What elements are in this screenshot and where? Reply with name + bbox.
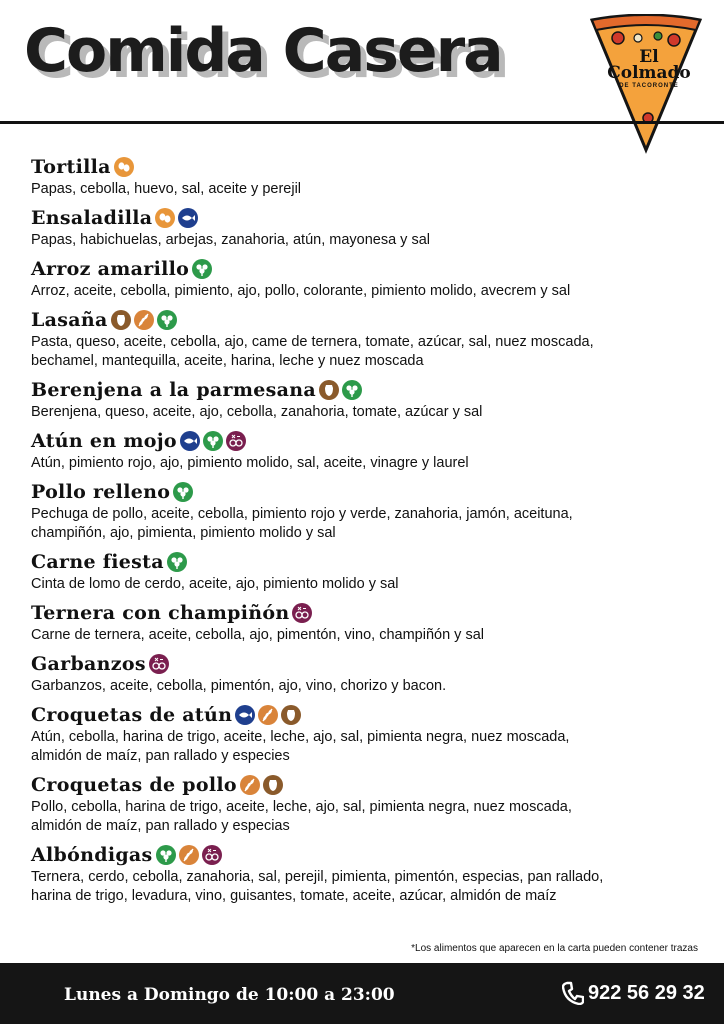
opening-hours: Lunes a Domingo de 10:00 a 23:00	[64, 985, 395, 1005]
gluten-allergen-icon	[258, 705, 278, 725]
header-divider	[0, 121, 724, 124]
menu-item-header	[31, 427, 701, 454]
menu-item	[31, 255, 701, 301]
dish-ingredients: champiñón, ajo, pimienta, pimiento molido y sal	[31, 525, 336, 541]
menu-item	[31, 650, 701, 696]
menu-item	[31, 427, 701, 473]
dish-ingredients: Atún, pimiento rojo, ajo, pimiento molido, sal, aceite, vinagre y laurel	[31, 455, 469, 471]
allergen-icons	[173, 482, 193, 502]
menu-list	[31, 153, 701, 911]
celery-allergen-icon	[342, 380, 362, 400]
dish-ingredients: bechamel, mantequilla, aceite, harina, leche y nuez moscada	[31, 353, 424, 369]
page-title: Comida Casera	[24, 16, 502, 86]
allergen-note: *Los alimentos que aparecen en la carta pueden contener trazas	[411, 943, 698, 954]
dish-ingredients: Pollo, cebolla, harina de trigo, aceite, leche, ajo, sal, pimienta negra, nuez moscada,	[31, 799, 572, 815]
menu-item	[31, 599, 701, 645]
dish-name: Atún en mojo	[31, 429, 177, 452]
dish-ingredients: Cinta de lomo de cerdo, aceite, ajo, pimiento molido y sal	[31, 576, 399, 592]
milk-allergen-icon	[111, 310, 131, 330]
dish-ingredients: Pasta, queso, aceite, cebolla, ajo, came de ternera, tomate, azúcar, sal, nuez moscada,	[31, 334, 594, 350]
dish-name: Albóndigas	[31, 843, 153, 866]
dish-ingredients: Garbanzos, aceite, cebolla, pimentón, ajo, vino, chorizo y bacon.	[31, 678, 447, 694]
sulfites-allergen-icon	[292, 603, 312, 623]
fish-allergen-icon	[235, 705, 255, 725]
sulfites-allergen-icon	[149, 654, 169, 674]
allergen-icons	[155, 208, 198, 228]
menu-item-header	[31, 153, 701, 180]
celery-allergen-icon	[157, 310, 177, 330]
milk-allergen-icon	[319, 380, 339, 400]
dish-ingredients: almidón de maíz, pan rallado y especias	[31, 818, 290, 834]
menu-item-header	[31, 255, 701, 282]
allergen-icons	[292, 603, 312, 623]
dish-ingredients: Ternera, cerdo, cebolla, zanahoria, sal, perejil, pimienta, pimentón, especias, pan rallado,	[31, 869, 604, 885]
milk-allergen-icon	[281, 705, 301, 725]
menu-item	[31, 376, 701, 422]
dish-ingredients: Pechuga de pollo, aceite, cebolla, pimiento rojo y verde, zanahoria, jamón, aceituna,	[31, 506, 573, 522]
allergen-icons	[111, 310, 177, 330]
menu-item	[31, 204, 701, 250]
allergen-icons	[240, 775, 283, 795]
dish-name: Garbanzos	[31, 652, 146, 675]
dish-ingredients: Carne de ternera, aceite, cebolla, ajo, pimentón, vino, champiñón y sal	[31, 627, 484, 643]
gluten-allergen-icon	[240, 775, 260, 795]
dish-name: Arroz amarillo	[31, 257, 190, 280]
dish-ingredients: Atún, cebolla, harina de trigo, aceite, leche, ajo, sal, pimienta negra, nuez moscada,	[31, 729, 570, 745]
menu-item-header	[31, 204, 701, 231]
dish-name: Carne fiesta	[31, 550, 164, 573]
dish-ingredients: Papas, cebolla, huevo, sal, aceite y perejil	[31, 181, 302, 197]
menu-item-header	[31, 701, 701, 728]
dish-name: Ternera con champiñón	[31, 601, 290, 624]
logo-line-3: DE TACORONTE	[619, 83, 679, 89]
celery-allergen-icon	[173, 482, 193, 502]
menu-item	[31, 701, 701, 766]
menu-item	[31, 548, 701, 594]
menu-item-header	[31, 478, 701, 505]
logo-text	[596, 47, 702, 90]
allergen-icons	[235, 705, 301, 725]
allergen-icons	[167, 552, 187, 572]
header	[0, 0, 724, 122]
dish-name: Berenjena a la parmesana	[31, 378, 316, 401]
dish-ingredients: Arroz, aceite, cebolla, pimiento, ajo, pollo, colorante, pimiento molido, avecrem y sal	[31, 283, 571, 299]
allergen-icons	[319, 380, 362, 400]
dish-name: Lasaña	[31, 308, 108, 331]
allergen-icons	[180, 431, 246, 451]
egg-allergen-icon	[155, 208, 175, 228]
logo-line-2: Colmado	[607, 63, 691, 83]
dish-name: Tortilla	[31, 155, 111, 178]
menu-item-header	[31, 306, 701, 333]
phone-icon	[562, 981, 584, 1005]
fish-allergen-icon	[180, 431, 200, 451]
dish-name: Ensaladilla	[31, 206, 153, 229]
celery-allergen-icon	[167, 552, 187, 572]
celery-allergen-icon	[156, 845, 176, 865]
menu-item-header	[31, 599, 701, 626]
gluten-allergen-icon	[179, 845, 199, 865]
menu-item	[31, 478, 701, 543]
allergen-icons	[149, 654, 169, 674]
menu-item	[31, 841, 701, 906]
gluten-allergen-icon	[134, 310, 154, 330]
dish-name: Pollo relleno	[31, 480, 171, 503]
dish-ingredients: Berenjena, queso, aceite, ajo, cebolla, zanahoria, tomate, azúcar y sal	[31, 404, 483, 420]
menu-item-header	[31, 771, 701, 798]
menu-item-header	[31, 376, 701, 403]
celery-allergen-icon	[203, 431, 223, 451]
menu-item	[31, 306, 701, 371]
fish-allergen-icon	[178, 208, 198, 228]
footer	[0, 963, 724, 1024]
dish-name: Croquetas de pollo	[31, 773, 237, 796]
menu-item	[31, 771, 701, 836]
dish-ingredients: harina de trigo, levadura, vino, guisantes, tomate, aceite, azúcar, almidón de maíz	[31, 888, 557, 904]
sulfites-allergen-icon	[226, 431, 246, 451]
dish-ingredients: Papas, habichuelas, arbejas, zanahoria, atún, mayonesa y sal	[31, 232, 430, 248]
allergen-icons	[114, 157, 134, 177]
sulfites-allergen-icon	[202, 845, 222, 865]
allergen-icons	[192, 259, 212, 279]
phone-number: 922 56 29 32	[588, 981, 705, 1004]
logo-line-1: El	[639, 47, 659, 67]
dish-name: Croquetas de atún	[31, 703, 233, 726]
dish-ingredients: almidón de maíz, pan rallado y especies	[31, 748, 290, 764]
celery-allergen-icon	[192, 259, 212, 279]
milk-allergen-icon	[263, 775, 283, 795]
allergen-icons	[156, 845, 222, 865]
menu-item-header	[31, 548, 701, 575]
egg-allergen-icon	[114, 157, 134, 177]
phone-contact[interactable]	[562, 981, 705, 1005]
menu-item-header	[31, 650, 701, 677]
menu-item	[31, 153, 701, 199]
menu-item-header	[31, 841, 701, 868]
